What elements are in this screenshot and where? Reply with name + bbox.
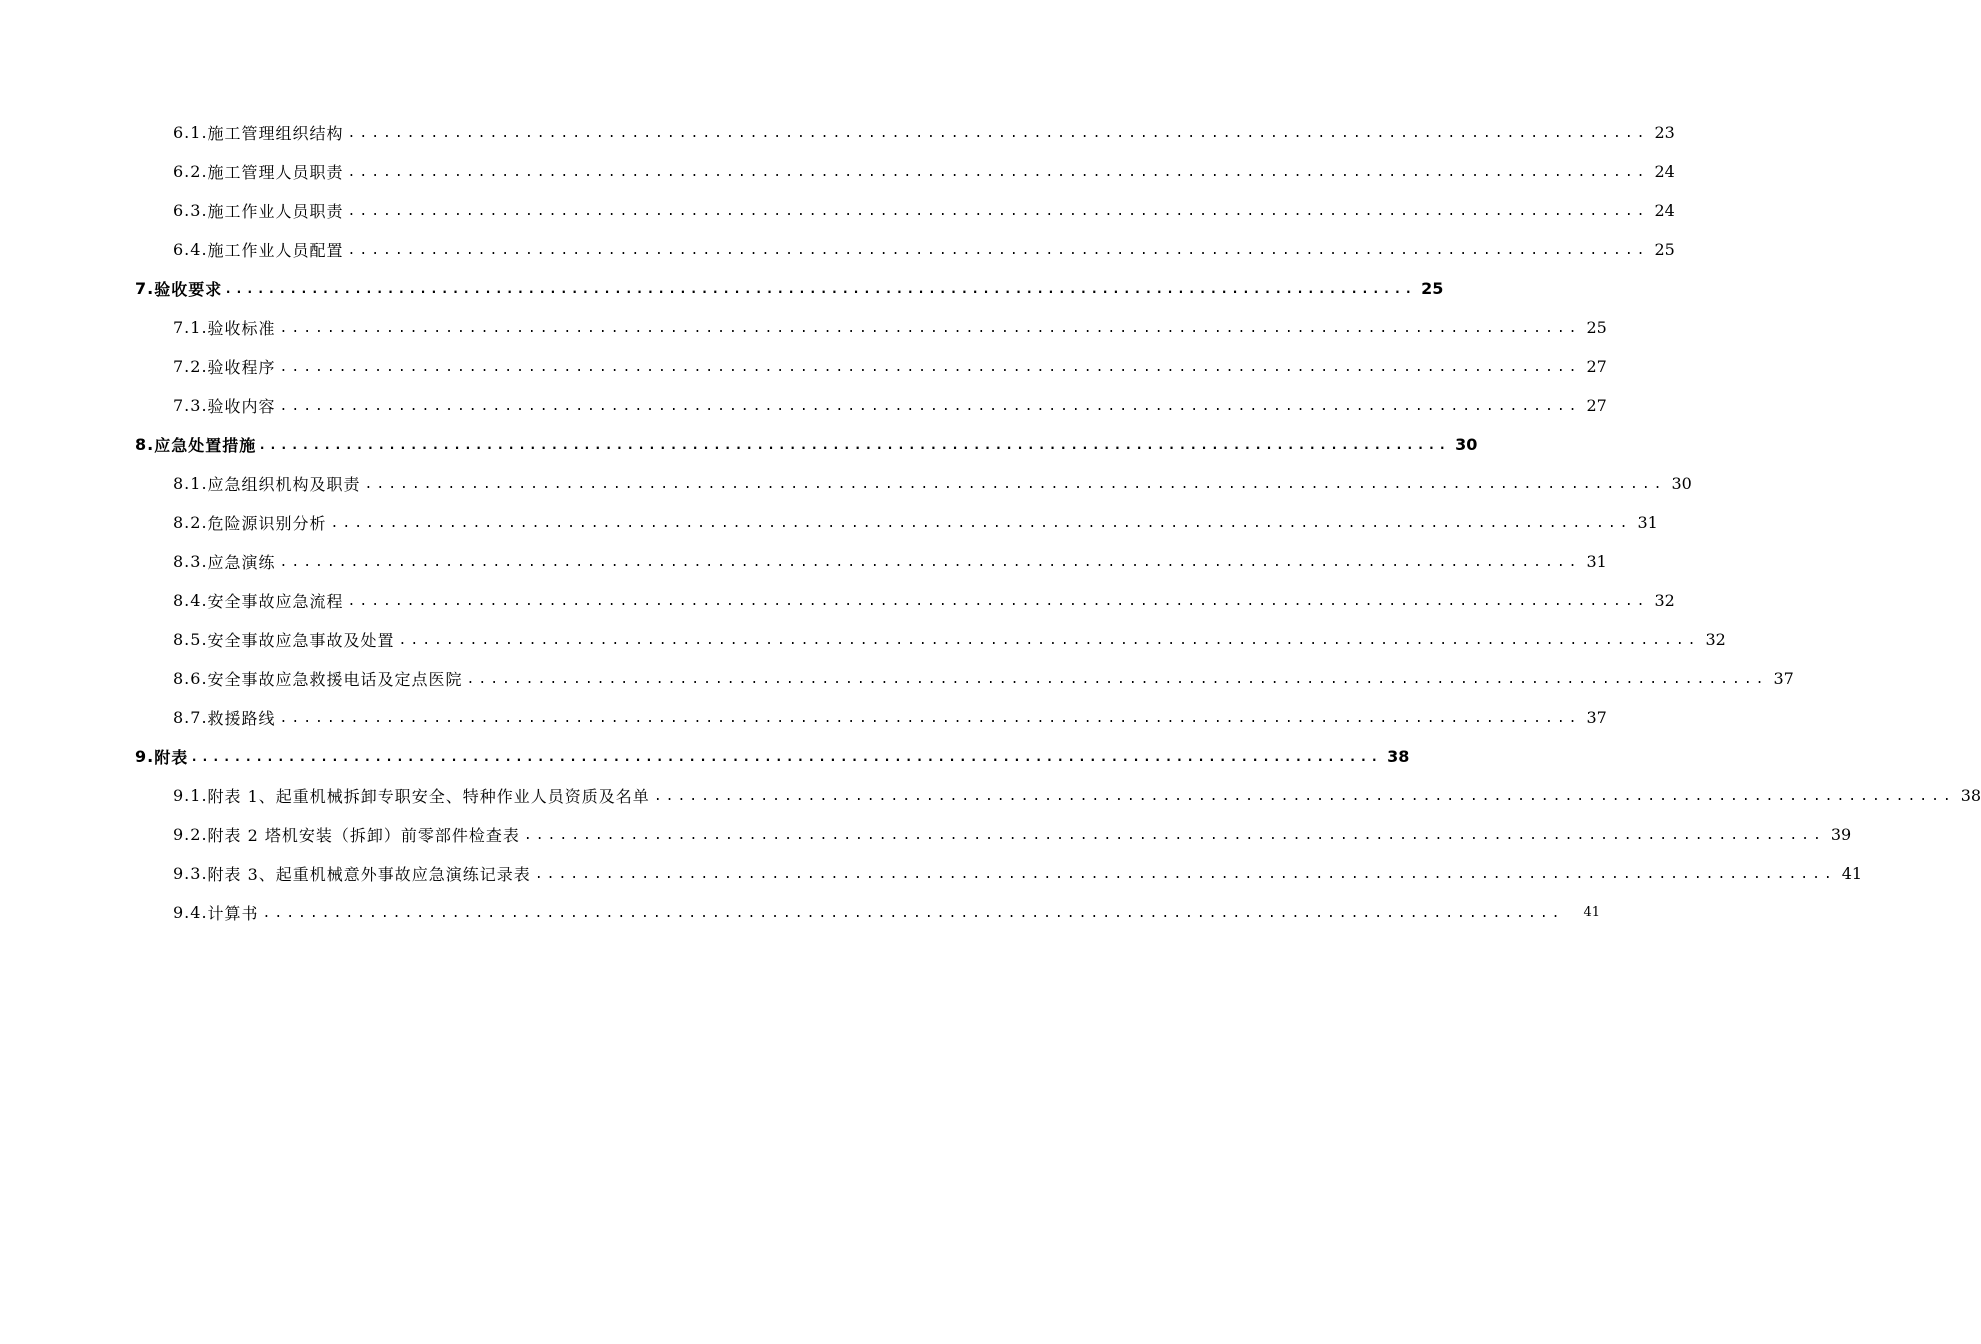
toc-entry-title: 危险源识别分析 — [207, 514, 327, 533]
dot-leader: .............................................................................................................. — [653, 789, 1955, 804]
toc-entry-page: 38 — [1960, 786, 1981, 805]
toc-entry-9-2[interactable] — [0, 815, 1852, 854]
toc-entry-6-1[interactable] — [0, 113, 1675, 152]
toc-entry-page: 37 — [1586, 708, 1607, 727]
toc-entry-8-6[interactable] — [0, 659, 1794, 698]
dot-leader: .............................................................................................................. — [347, 243, 1649, 258]
toc-entry-page: 31 — [1586, 552, 1607, 571]
toc-entry-title: 应急处置措施 — [154, 436, 257, 455]
toc-entry-page: 38 — [1387, 747, 1410, 766]
toc-entry-number: 6.4. — [173, 240, 208, 259]
toc-entry-page: 41 — [1841, 864, 1863, 883]
dot-leader: .............................................................................................................. — [279, 399, 1581, 414]
toc-entry-page: 25 — [1586, 318, 1607, 337]
toc-entry-number: 7.3. — [173, 396, 208, 415]
toc-entry-title: 应急组织机构及职责 — [207, 475, 361, 494]
toc-entry-title: 验收标准 — [207, 319, 276, 338]
toc-entry-number: 8.6. — [173, 669, 208, 688]
toc-entry-title: 安全事故应急流程 — [207, 592, 344, 611]
toc-entry-8[interactable] — [0, 425, 1478, 464]
toc-entry-number: 9.4. — [173, 903, 208, 922]
dot-leader: .............................................................................................................. — [523, 828, 1825, 843]
toc-entry-6-3[interactable] — [0, 191, 1675, 230]
toc-entry-title: 施工作业人员职责 — [207, 202, 344, 221]
toc-entry-7[interactable] — [0, 269, 1444, 308]
toc-entry-9-1[interactable] — [0, 776, 1981, 815]
toc-entry-page: 27 — [1586, 396, 1607, 415]
toc-entry-6-4[interactable] — [0, 230, 1675, 269]
toc-entry-number: 8.5. — [173, 630, 208, 649]
toc-entry-page: 32 — [1654, 591, 1675, 610]
toc-entry-page: 30 — [1455, 435, 1478, 454]
toc-entry-page: 24 — [1654, 201, 1675, 220]
toc-entry-9-4[interactable] — [0, 893, 1601, 932]
toc-entry-8-3[interactable] — [0, 542, 1607, 581]
dot-leader: .............................................................................................................. — [347, 126, 1649, 141]
toc-entry-number: 8.1. — [173, 474, 208, 493]
table-of-contents — [0, 113, 1981, 932]
toc-entry-number: 6.3. — [173, 201, 208, 220]
dot-leader: .............................................................................................................. — [279, 711, 1581, 726]
toc-entry-6-2[interactable] — [0, 152, 1675, 191]
toc-entry-8-5[interactable] — [0, 620, 1726, 659]
toc-entry-number: 8.7. — [173, 708, 208, 727]
toc-entry-8-1[interactable] — [0, 464, 1692, 503]
toc-entry-7-3[interactable] — [0, 386, 1607, 425]
dot-leader: .............................................................................................................. — [279, 360, 1581, 375]
toc-entry-title: 附表 — [154, 748, 189, 767]
toc-entry-number: 6.1. — [173, 123, 208, 142]
toc-entry-title: 附表 2 塔机安装（拆卸）前零部件检查表 — [207, 826, 520, 845]
toc-entry-number: 8.2. — [173, 513, 208, 532]
toc-entry-page: 27 — [1586, 357, 1607, 376]
toc-entry-title: 施工管理人员职责 — [207, 163, 344, 182]
dot-leader: .............................................................................................................. — [190, 750, 1382, 765]
toc-entry-number: 9. — [135, 747, 155, 766]
toc-entry-page: 24 — [1654, 162, 1675, 181]
toc-entry-page: 32 — [1705, 630, 1726, 649]
dot-leader: .............................................................................................................. — [224, 282, 1416, 297]
toc-entry-number: 7.1. — [173, 318, 208, 337]
toc-entry-8-7[interactable] — [0, 698, 1607, 737]
toc-entry-number: 8. — [135, 435, 155, 454]
toc-entry-7-2[interactable] — [0, 347, 1607, 386]
dot-leader: .............................................................................................................. — [279, 321, 1581, 336]
toc-entry-8-2[interactable] — [0, 503, 1658, 542]
dot-leader: .............................................................................................................. — [347, 594, 1649, 609]
toc-entry-number: 9.1. — [173, 786, 208, 805]
toc-entry-page: 25 — [1654, 240, 1675, 259]
toc-entry-title: 施工作业人员配置 — [207, 241, 344, 260]
dot-leader: .............................................................................................................. — [534, 867, 1836, 882]
dot-leader: .............................................................................................................. — [330, 516, 1632, 531]
toc-entry-title: 附表 1、起重机械拆卸专职安全、特种作业人员资质及名单 — [207, 787, 650, 806]
toc-entry-title: 安全事故应急事故及处置 — [207, 631, 395, 650]
dot-leader: .............................................................................................................. — [347, 204, 1649, 219]
toc-entry-number: 6.2. — [173, 162, 208, 181]
toc-entry-number: 9.3. — [173, 864, 208, 883]
dot-leader: .............................................................................................................. — [258, 438, 1450, 453]
toc-entry-page: 39 — [1830, 825, 1852, 844]
dot-leader: .............................................................................................................. — [466, 672, 1768, 687]
toc-entry-7-1[interactable] — [0, 308, 1607, 347]
toc-entry-number: 8.4. — [173, 591, 208, 610]
toc-entry-number: 7.2. — [173, 357, 208, 376]
dot-leader: .............................................................................................................. — [262, 906, 1564, 921]
toc-entry-title: 附表 3、起重机械意外事故应急演练记录表 — [207, 865, 531, 884]
toc-entry-title: 应急演练 — [207, 553, 276, 572]
toc-entry-title: 验收要求 — [154, 280, 223, 299]
toc-entry-title: 安全事故应急救援电话及定点医院 — [207, 670, 463, 689]
toc-entry-title: 验收程序 — [207, 358, 276, 377]
toc-entry-title: 救援路线 — [207, 709, 276, 728]
toc-entry-9-3[interactable] — [0, 854, 1863, 893]
dot-leader: .............................................................................................................. — [364, 477, 1666, 492]
toc-entry-page: 25 — [1421, 279, 1444, 298]
toc-entry-9[interactable] — [0, 737, 1410, 776]
dot-leader: .............................................................................................................. — [398, 633, 1700, 648]
dot-leader: .............................................................................................................. — [347, 165, 1649, 180]
toc-entry-title: 计算书 — [207, 904, 259, 923]
toc-entry-title: 验收内容 — [207, 397, 276, 416]
toc-entry-number: 8.3. — [173, 552, 208, 571]
toc-entry-page: 23 — [1654, 123, 1675, 142]
toc-entry-page: 41 — [1583, 905, 1601, 920]
toc-entry-title: 施工管理组织结构 — [207, 124, 344, 143]
toc-entry-8-4[interactable] — [0, 581, 1675, 620]
dot-leader: .............................................................................................................. — [279, 555, 1581, 570]
toc-entry-page: 31 — [1637, 513, 1658, 532]
toc-entry-page: 37 — [1773, 669, 1794, 688]
toc-entry-number: 9.2. — [173, 825, 208, 844]
toc-entry-page: 30 — [1671, 474, 1692, 493]
toc-entry-number: 7. — [135, 279, 155, 298]
